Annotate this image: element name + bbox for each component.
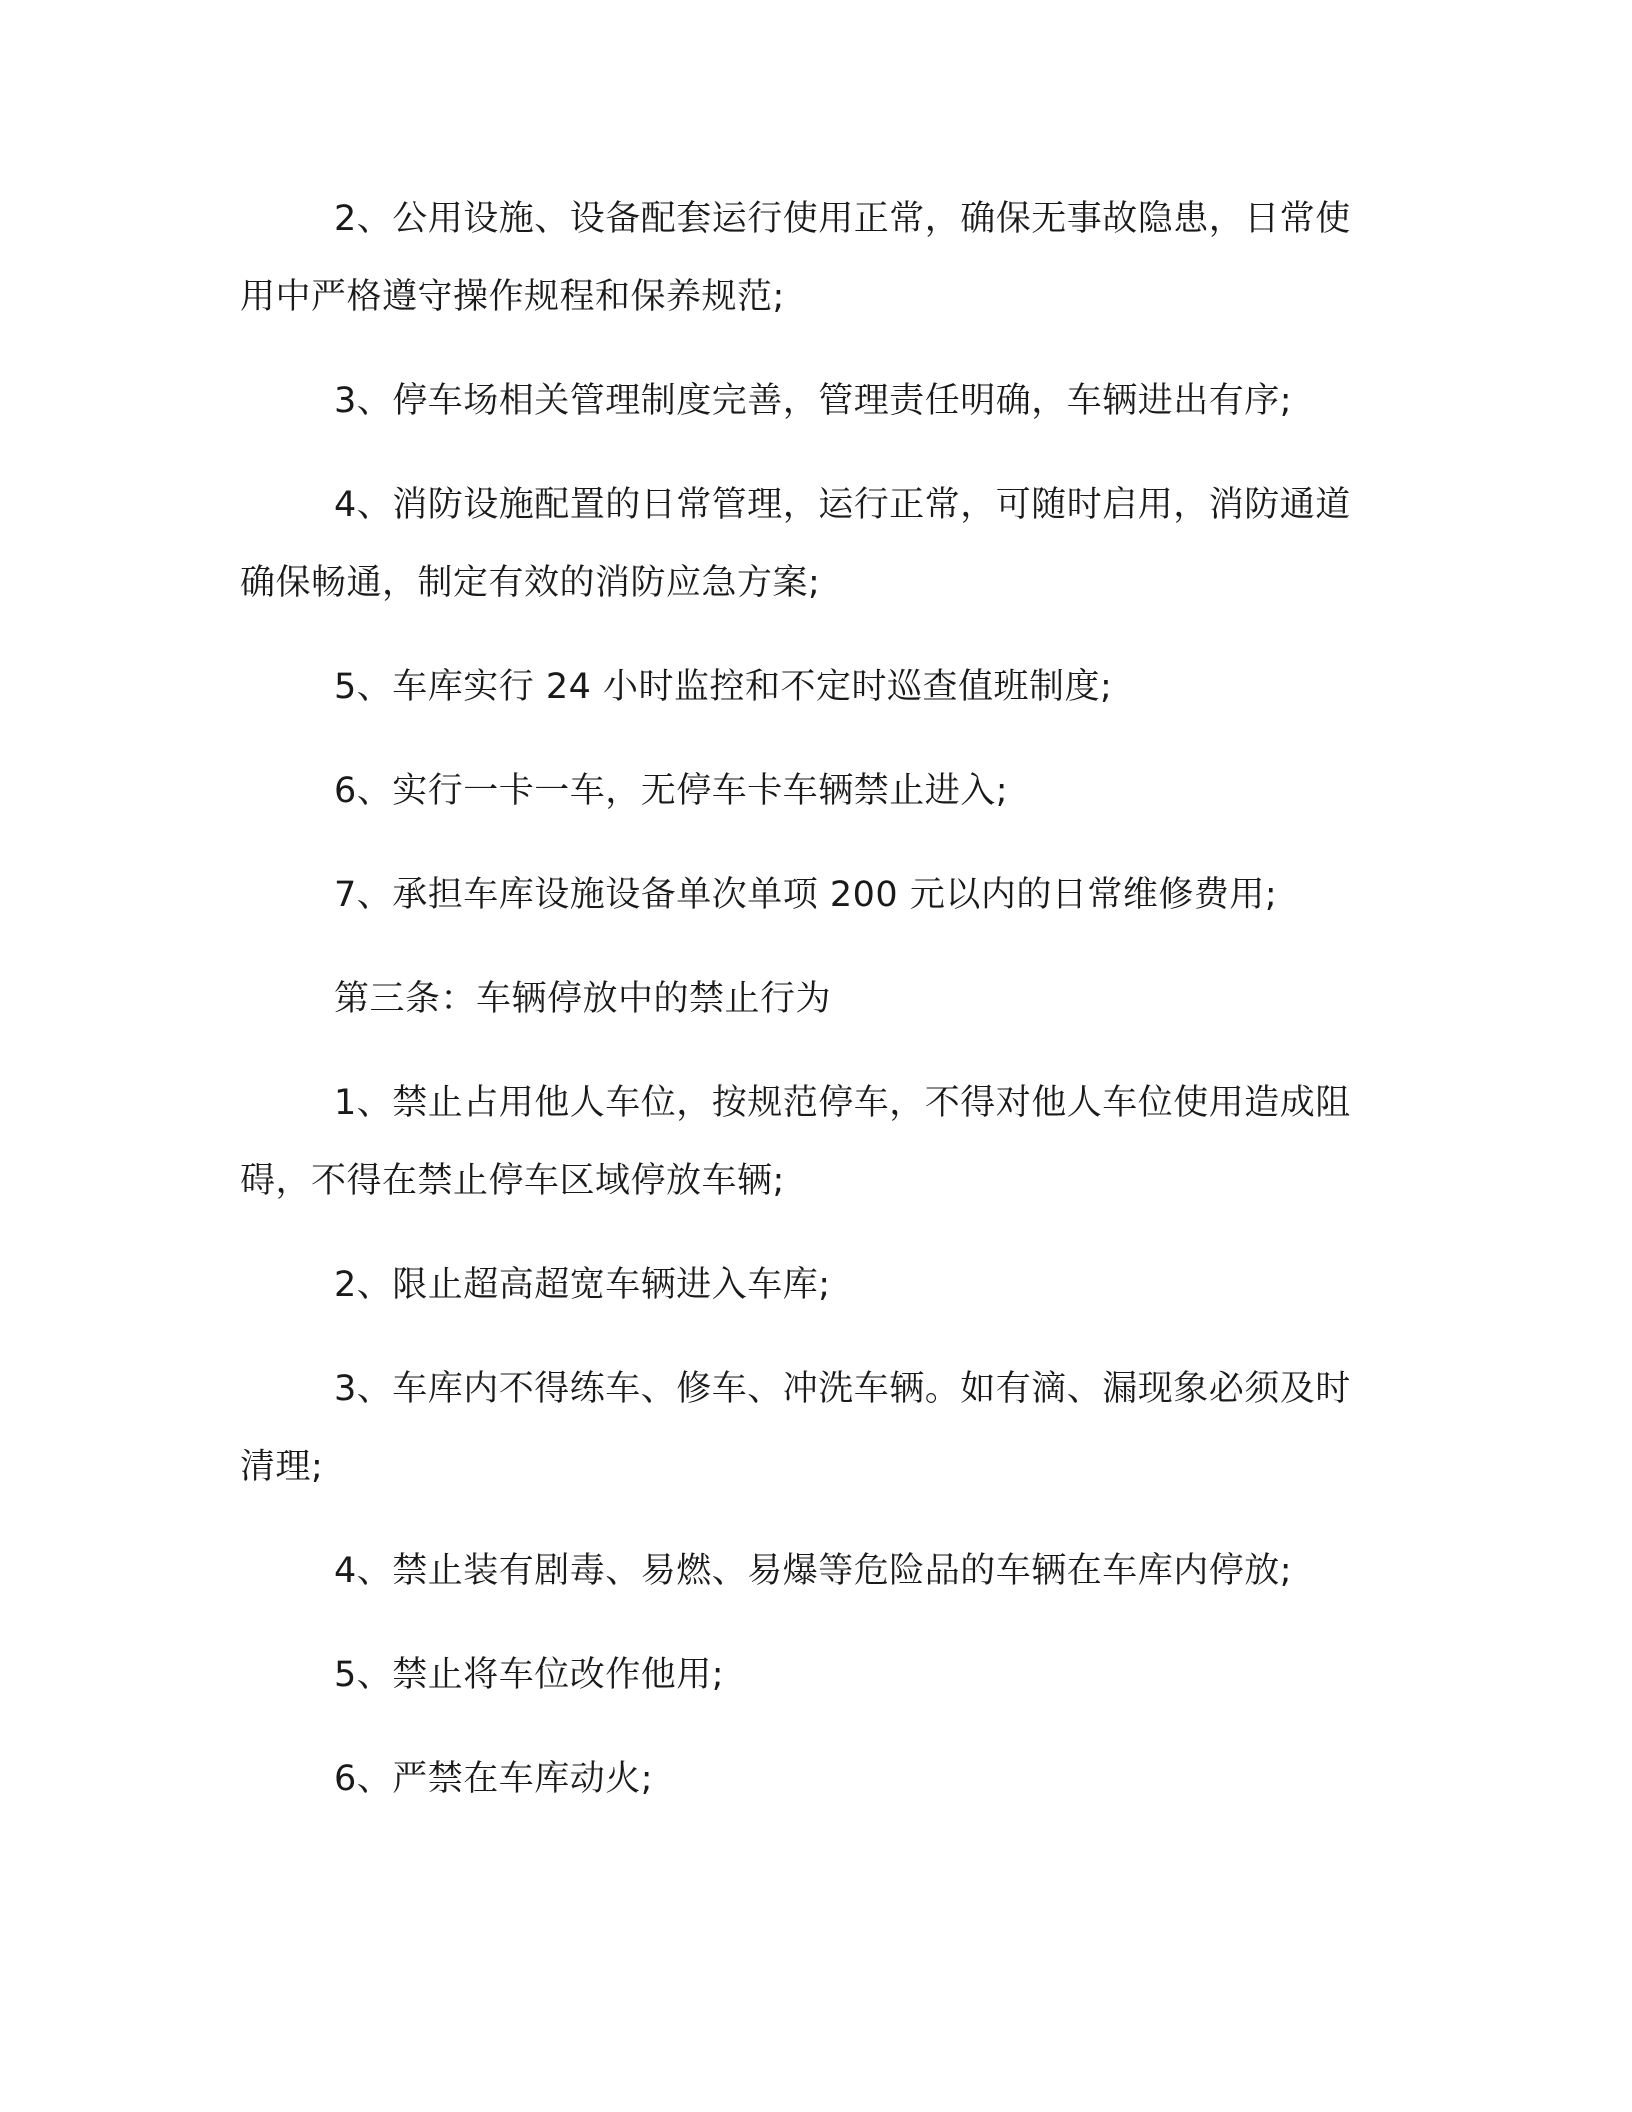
document-body (240, 180, 1360, 1844)
section-heading-article-3: 第三条：车辆停放中的禁止行为 (334, 979, 832, 1019)
paragraph-item-3: 3、停车场相关管理制度完善，管理责任明确，车辆进出有序; (334, 381, 1293, 421)
paragraph-item-6: 6、实行一卡一车，无停车卡车辆禁止进入; (334, 771, 1009, 811)
prohibition-item-3: 3、车库内不得练车、修车、冲洗车辆。如有滴、漏现象必须及时清理; (240, 1369, 1351, 1487)
prohibition-item-6: 6、严禁在车库动火; (334, 1759, 654, 1799)
prohibition-item-4: 4、禁止装有剧毒、易燃、易爆等危险品的车辆在车库内停放; (334, 1551, 1293, 1591)
prohibition-item-5: 5、禁止将车位改作他用; (334, 1655, 725, 1695)
paragraph-item-2: 2、公用设施、设备配套运行使用正常，确保无事故隐患，日常使用中严格遵守操作规程和保养规范; (240, 199, 1351, 317)
paragraph-item-4: 4、消防设施配置的日常管理，运行正常，可随时启用，消防通道确保畅通，制定有效的消防应急方案; (240, 485, 1351, 603)
paragraph-item-5: 5、车库实行 24 小时监控和不定时巡查值班制度; (334, 667, 1113, 707)
prohibition-item-1: 1、禁止占用他人车位，按规范停车，不得对他人车位使用造成阻碍，不得在禁止停车区域停放车辆; (240, 1083, 1351, 1201)
prohibition-item-2: 2、限止超高超宽车辆进入车库; (334, 1265, 831, 1305)
paragraph-item-7: 7、承担车库设施设备单次单项 200 元以内的日常维修费用; (334, 875, 1278, 915)
